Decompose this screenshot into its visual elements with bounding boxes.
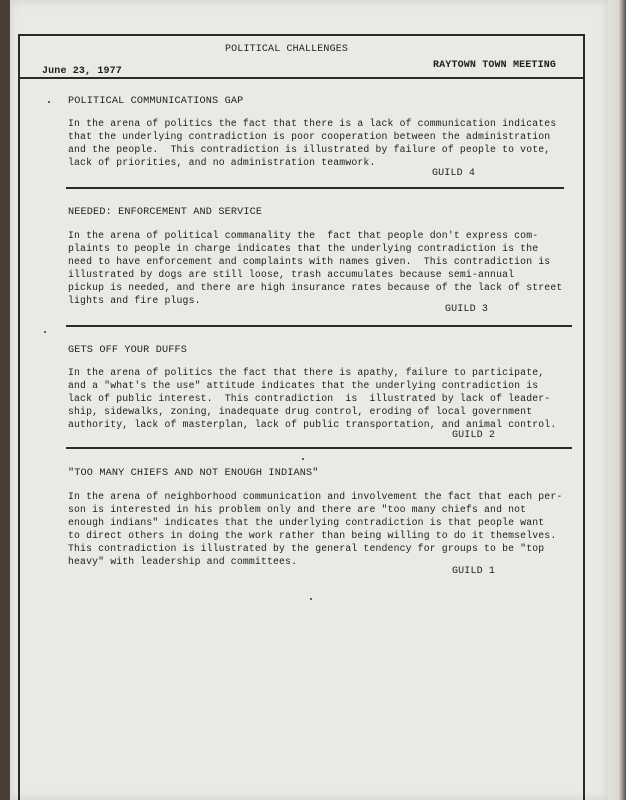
section-text-line: pickup is needed, and there are high insurance rates because of the lack of street: [68, 282, 563, 293]
section-text-line: illustrated by dogs are still loose, trash accumulates because semi-annual: [68, 269, 515, 280]
section-text-line: need to have enforcement and complaints with names given. This contradiction is: [68, 256, 551, 267]
section-heading: POLITICAL COMMUNICATIONS GAP: [68, 96, 244, 107]
section-text-line: son is interested in his problem only and there are "too many chiefs and not: [68, 504, 527, 515]
section-text-line: that the underlying contradiction is poor cooperation between the administration: [68, 131, 551, 142]
section-text-line: lack of priorities, and no administration teamwork.: [68, 157, 376, 168]
paper-speck: [44, 331, 46, 333]
section-divider: [66, 325, 572, 327]
section-text-line: to direct others in doing the work rather than being willing to do it themselves.: [68, 530, 557, 541]
paper-speck: [302, 458, 304, 460]
section-text-line: lights and fire plugs.: [68, 295, 201, 306]
guild-label: GUILD 1: [452, 566, 496, 577]
section-heading: "TOO MANY CHIEFS AND NOT ENOUGH INDIANS": [68, 468, 319, 479]
section-text-line: This contradiction is illustrated by the general tendency for groups to be "top: [68, 543, 545, 554]
document-date: June 23, 1977: [42, 66, 122, 77]
guild-label: GUILD 3: [445, 304, 489, 315]
frame-right-border: [583, 77, 585, 800]
section-text-line: heavy" with leadership and committees.: [68, 556, 298, 567]
page-edge: [608, 0, 626, 800]
section-text-line: lack of public interest. This contradiction is illustrated by lack of leader-: [68, 393, 551, 404]
section-text-line: and the people. This contradiction is illustrated by failure of people to vote,: [68, 144, 551, 155]
document-title: POLITICAL CHALLENGES: [225, 44, 349, 55]
section-divider: [66, 187, 564, 189]
frame-left-border: [18, 77, 20, 800]
guild-label: GUILD 4: [432, 168, 476, 179]
section-text-line: In the arena of politics the fact that there is a lack of communication indicates: [68, 118, 557, 129]
section-heading: GETS OFF YOUR DUFFS: [68, 345, 188, 356]
section-text-line: enough indians" indicates that the underlying contradiction is that people want: [68, 517, 545, 528]
section-text-line: In the arena of neighborhood communication and involvement the fact that each per-: [68, 491, 563, 502]
section-divider: [66, 447, 572, 449]
section-text-line: In the arena of politics the fact that there is apathy, failure to participate,: [68, 367, 545, 378]
section-text-line: authority, lack of masterplan, lack of public transportation, and animal control.: [68, 419, 557, 430]
guild-label: GUILD 2: [452, 430, 496, 441]
section-text-line: plaints to people in charge indicates that the underlying contradiction is the: [68, 243, 539, 254]
section-text-line: ship, sidewalks, zoning, inadequate drug control, eroding of local government: [68, 406, 533, 417]
paper-speck: [310, 598, 312, 600]
paper-speck: [48, 101, 50, 103]
section-text-line: In the arena of political commanality the fact that people don't express com-: [68, 230, 539, 241]
section-text-line: and a "what's the use" attitude indicates that the underlying contradiction is: [68, 380, 539, 391]
meeting-name: RAYTOWN TOWN MEETING: [433, 60, 557, 71]
section-heading: NEEDED: ENFORCEMENT AND SERVICE: [68, 207, 263, 218]
